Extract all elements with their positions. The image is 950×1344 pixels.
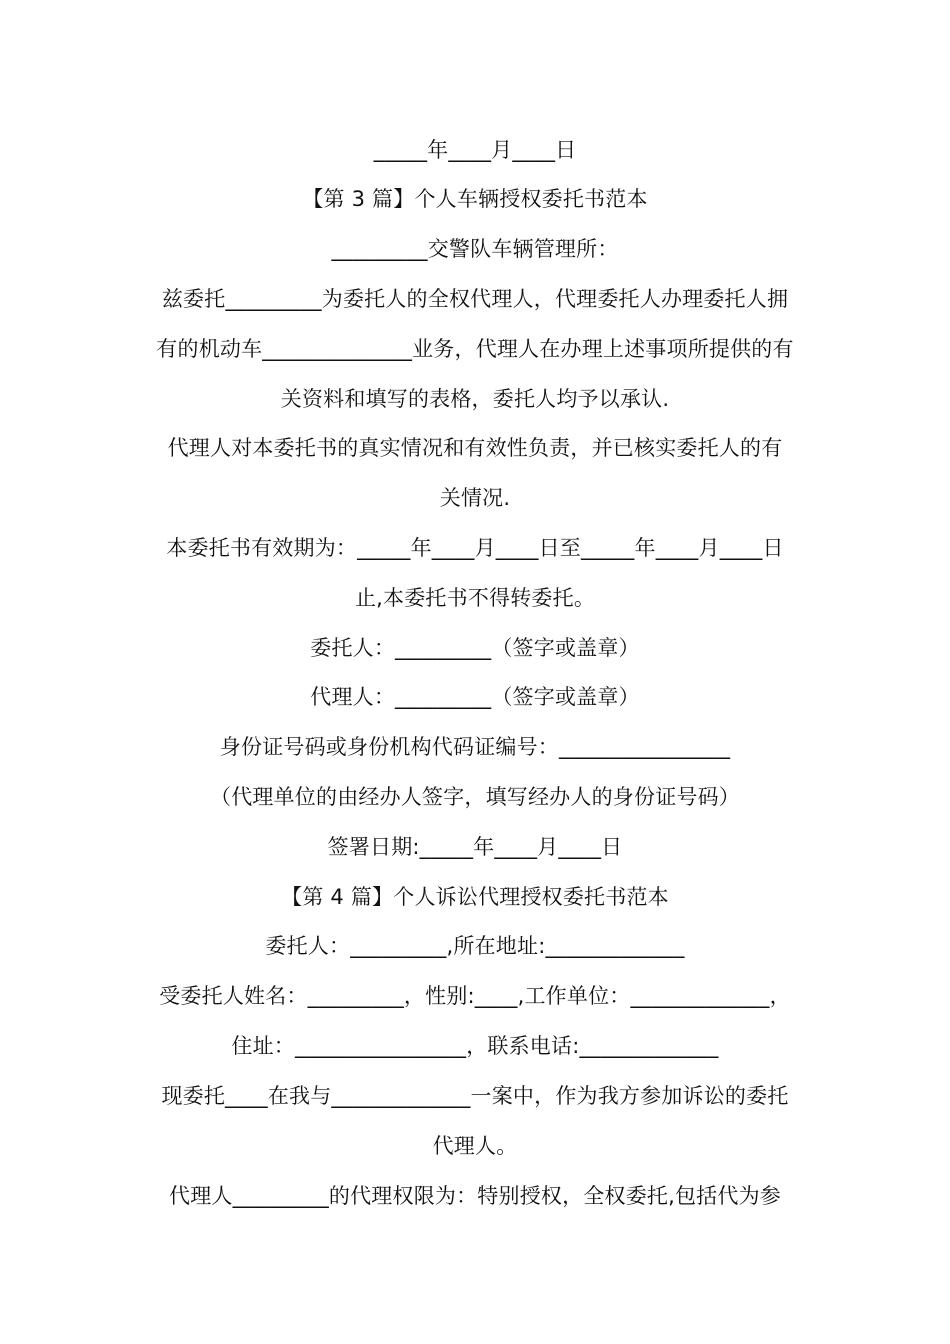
section-heading-4: 【第 4 篇】个人诉讼代理授权委托书范本 [281,885,669,909]
paragraph-line: 代理人。 [432,1134,518,1158]
principal-signature-line: 委托人：_________（签字或盖章） [310,636,640,660]
paragraph-line: 有的机动车______________业务，代理人在办理上述事项所提供的有 [156,337,794,361]
agent-signature-line: 代理人：_________（签字或盖章） [310,685,640,709]
paragraph-line: 止,本委托书不得转委托。 [354,586,596,610]
paragraph-line: 代理人对本委托书的真实情况和有效性负责，并已核实委托人的有 [167,436,783,460]
signing-date-line: 签署日期:_____年____月____日 [327,835,623,859]
paragraph-line: 关情况. [439,486,511,510]
addressee-line: _________交警队车辆管理所： [331,237,619,261]
note-line: （代理单位的由经办人签字，填写经办人的身份证号码） [210,785,740,809]
paragraph-line: 关资料和填写的表格，委托人均予以承认. [280,387,670,411]
section-heading-3: 【第 3 篇】个人车辆授权委托书范本 [302,187,648,211]
validity-line: 本委托书有效期为：_____年____月____日至_____年____月____日 [166,536,784,560]
paragraph-line: 兹委托_________为委托人的全权代理人，代理委托人办理委托人拥 [161,287,789,311]
address-phone-line: 住址：________________，联系电话:_____________ [231,1034,719,1058]
paragraph-line: 代理人_________的代理权限为：特别授权，全权委托,包括代为参 [169,1184,781,1208]
paragraph-line: 现委托____在我与_____________一案中，作为我方参加诉讼的委托 [161,1084,789,1108]
trustee-info-line: 受委托人姓名：_________，性别:____,工作单位：_____________， [159,984,791,1008]
principal-address-line: 委托人：_________,所在地址:_____________ [265,934,685,958]
id-number-line: 身份证号码或身份机构代码证编号：________________ [219,735,731,759]
date-line: _____年____月____日 [373,138,577,162]
